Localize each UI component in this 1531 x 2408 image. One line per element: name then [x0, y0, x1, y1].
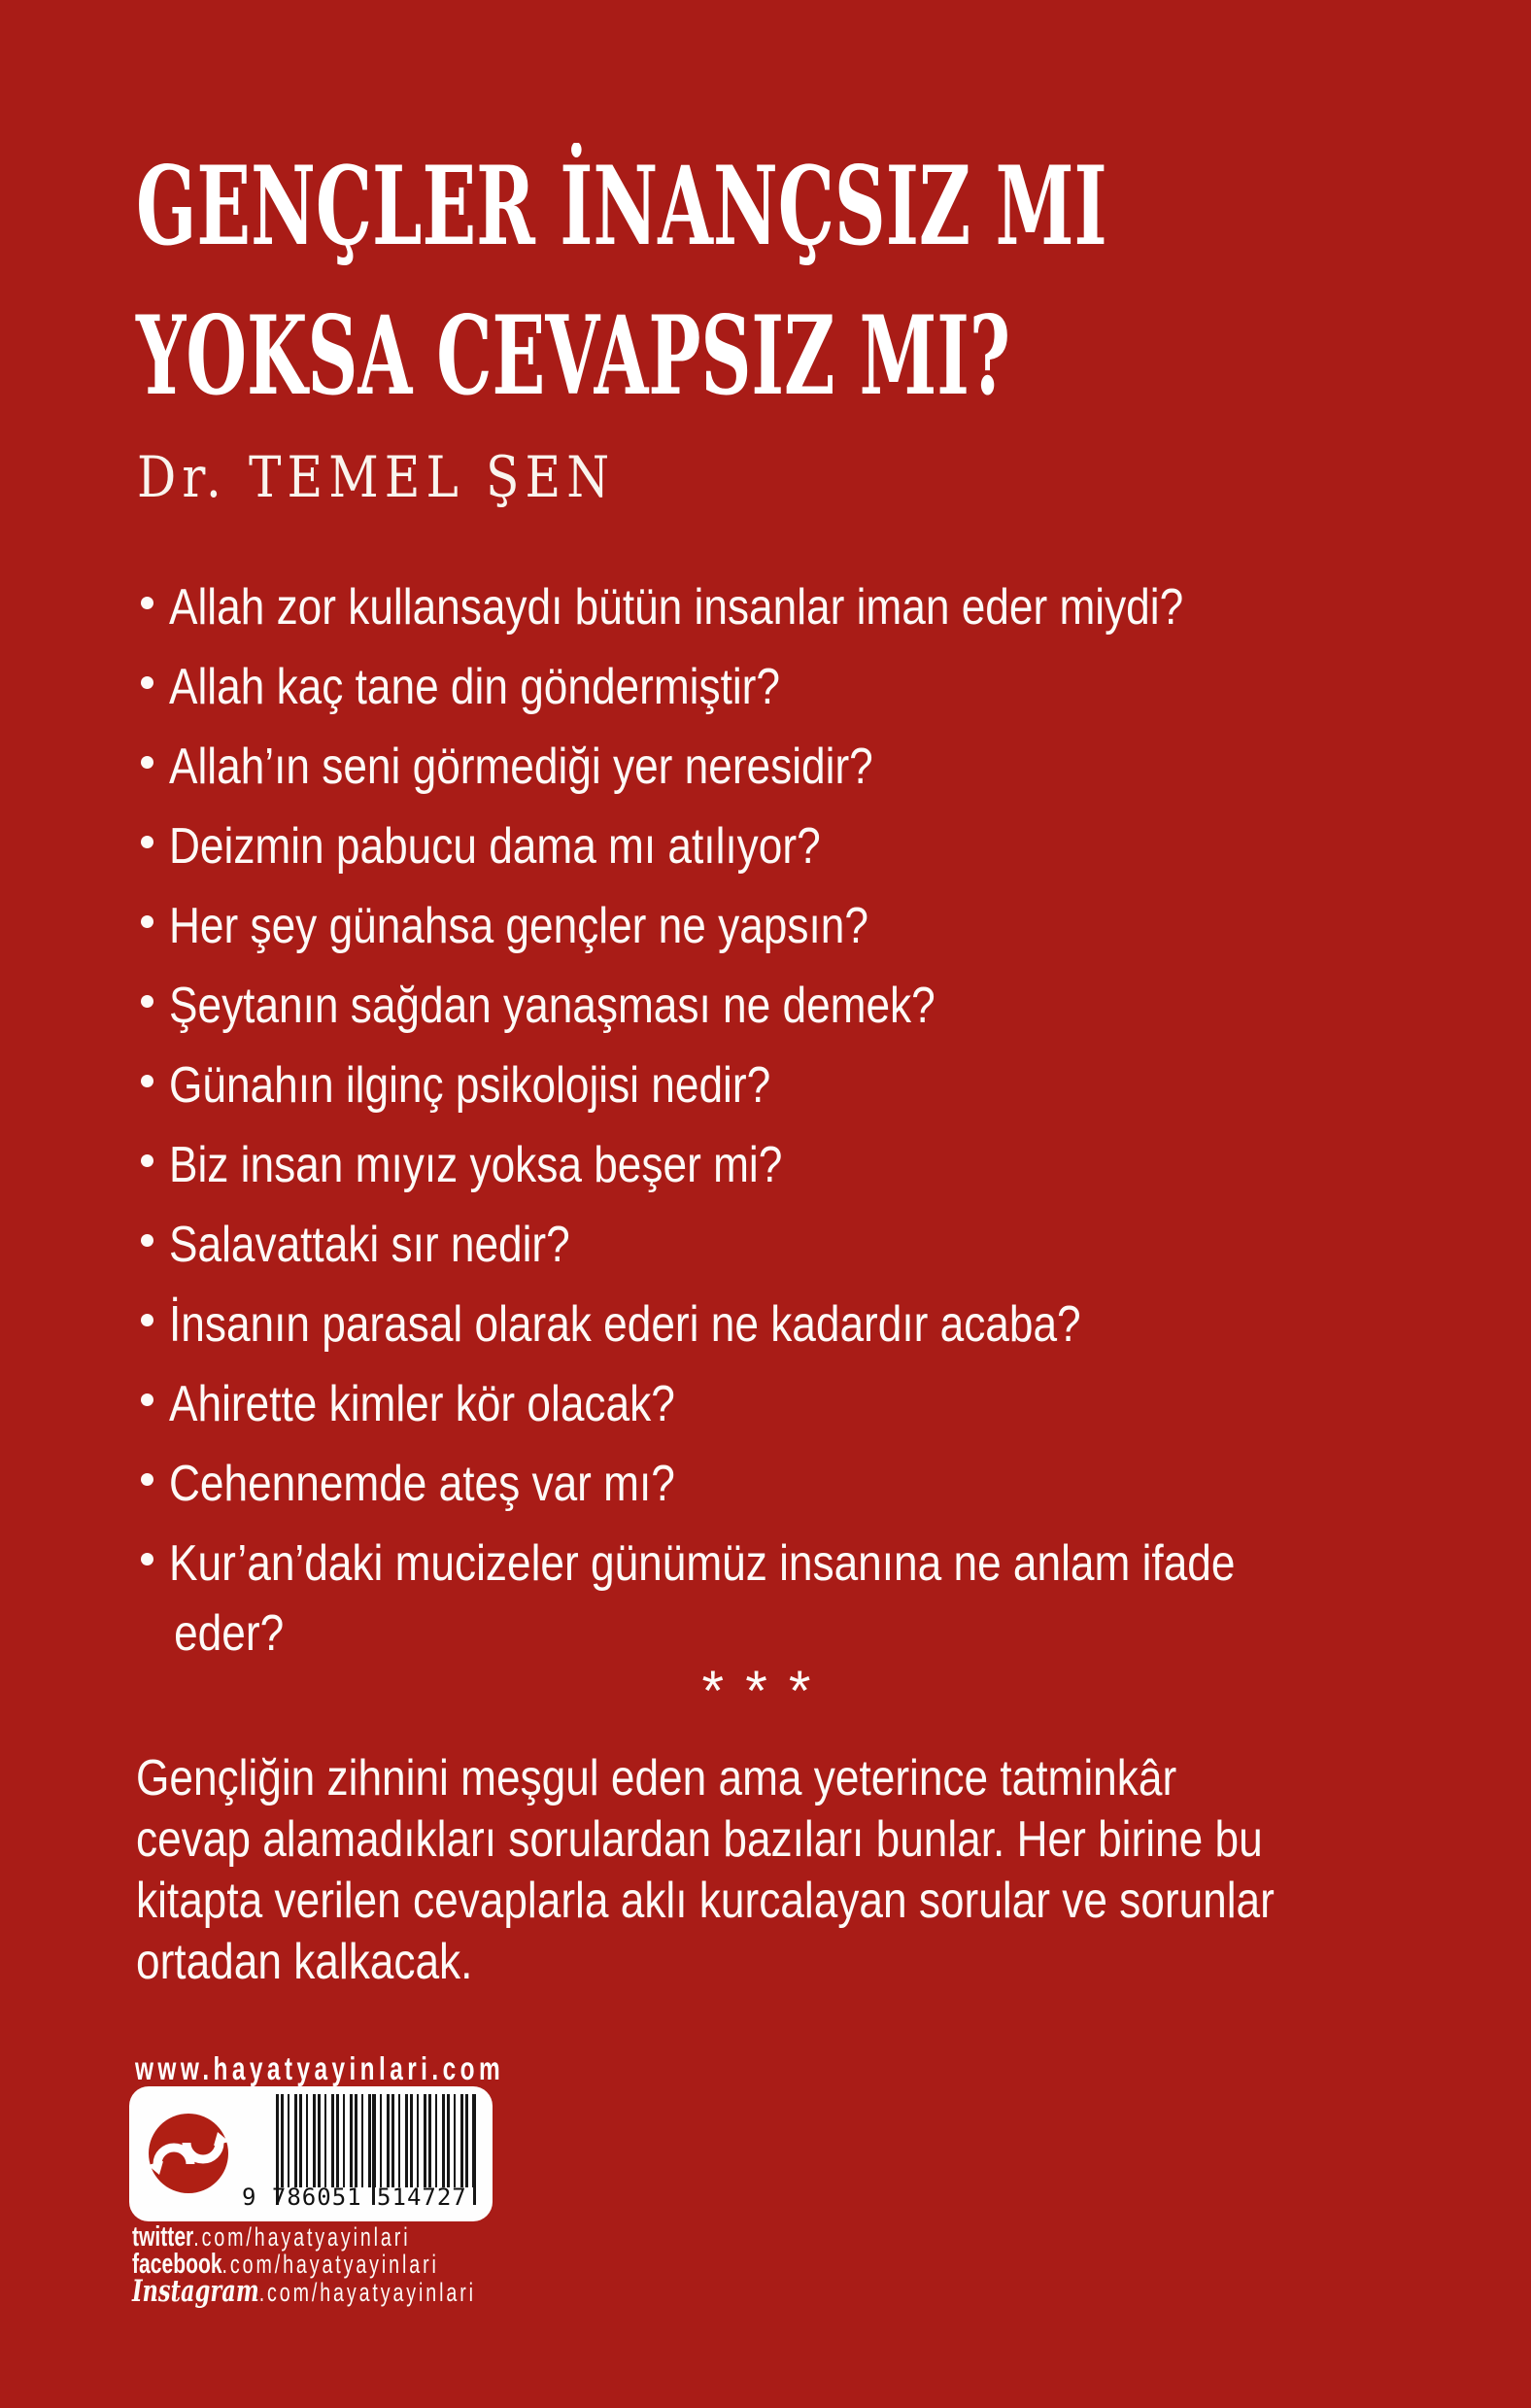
barcode: [242, 2094, 478, 2215]
question-text: Ahirette kimler kör olacak?: [169, 1376, 675, 1432]
isbn-barcode-box: [129, 2086, 493, 2221]
instagram-logo-text: Instagram: [132, 2274, 259, 2309]
section-separator: * * *: [701, 1660, 814, 1723]
question-item: [136, 886, 1438, 966]
question-text: Günahın ilginç psikolojisi nedir?: [169, 1057, 771, 1114]
twitter-logo-text: twitter: [132, 2221, 194, 2253]
question-item: [136, 1364, 1438, 1444]
facebook-logo-text: facebook: [132, 2249, 222, 2280]
question-item: [136, 647, 1438, 727]
question-item: [136, 1444, 1438, 1524]
bullet-dot-icon: [141, 1154, 153, 1167]
social-links: [132, 2221, 605, 2309]
question-text: Her şey günahsa gençler ne yapsın?: [169, 898, 868, 954]
question-item: [136, 1524, 1438, 1665]
book-title-line-1: GENÇLER İNANÇSIZ MI: [136, 144, 1107, 270]
publisher-logo-icon: [146, 2111, 231, 2196]
book-title-line-2: YOKSA CEVAPSIZ MI?: [136, 293, 1010, 420]
question-item: [136, 1125, 1438, 1205]
question-text: Cehennemde ateş var mı?: [169, 1456, 675, 1512]
question-list: [136, 568, 1438, 1665]
question-item: [136, 727, 1438, 807]
question-item: [136, 807, 1438, 886]
question-item: [136, 1205, 1438, 1285]
question-item: [136, 568, 1438, 647]
blurb-paragraph: [136, 1748, 1476, 1993]
barcode-bars: [276, 2094, 476, 2187]
question-text: Şeytanın sağdan yanaşması ne demek?: [169, 978, 936, 1034]
question-item: [136, 1046, 1438, 1125]
publisher-website: www.hayatyayinlari.com: [135, 2050, 505, 2086]
author-name: Dr. TEMEL ŞEN: [137, 444, 616, 510]
blurb-line: cevap alamadıkları sorulardan bazıları bunlar. Her birine bu: [136, 1811, 1263, 1868]
bullet-dot-icon: [141, 915, 153, 928]
question-text: Allah’ın seni görmediği yer neresidir?: [169, 739, 873, 795]
question-item: [136, 966, 1438, 1046]
bullet-dot-icon: [141, 1553, 153, 1565]
social-handle: .com/hayatyayinlari: [258, 2278, 476, 2307]
question-text: Allah kaç tane din göndermiştir?: [169, 659, 780, 715]
question-text: Biz insan mıyız yoksa beşer mi?: [169, 1137, 783, 1193]
question-text: Allah zor kullansaydı bütün insanlar iman eder miydi?: [169, 579, 1184, 636]
question-text: Salavattaki sır nedir?: [169, 1217, 570, 1273]
question-text: Deizmin pabucu dama mı atılıyor?: [169, 818, 821, 875]
bullet-dot-icon: [141, 836, 153, 848]
social-instagram: [132, 2274, 476, 2309]
blurb-line: Gençliğin zihnini meşgul eden ama yeterince tatminkâr: [136, 1750, 1177, 1806]
social-twitter: [132, 2223, 476, 2251]
question-text: İnsanın parasal olarak ederi ne kadardır acaba?: [169, 1296, 1081, 1353]
bullet-dot-icon: [141, 1393, 153, 1406]
bullet-dot-icon: [141, 597, 153, 609]
bullet-dot-icon: [141, 1234, 153, 1247]
bullet-dot-icon: [141, 1075, 153, 1087]
question-item: [136, 1285, 1438, 1364]
bullet-dot-icon: [141, 756, 153, 769]
bullet-dot-icon: [141, 995, 153, 1008]
social-handle: .com/hayatyayinlari: [221, 2250, 439, 2279]
bullet-dot-icon: [141, 1473, 153, 1486]
question-text-wrap: eder?: [174, 1605, 285, 1662]
bullet-dot-icon: [141, 1314, 153, 1326]
question-text: Kur’an’daki mucizeler günümüz insanına ne anlam ifade: [169, 1535, 1236, 1592]
bullet-dot-icon: [141, 676, 153, 689]
blurb-line: kitapta verilen cevaplarla aklı kurcalayan sorular ve sorunlar: [136, 1873, 1275, 1929]
blurb-line: ortadan kalkacak.: [136, 1934, 473, 1990]
social-handle: .com/hayatyayinlari: [193, 2222, 411, 2252]
barcode-digits: 9 786051 514727: [242, 2184, 467, 2211]
